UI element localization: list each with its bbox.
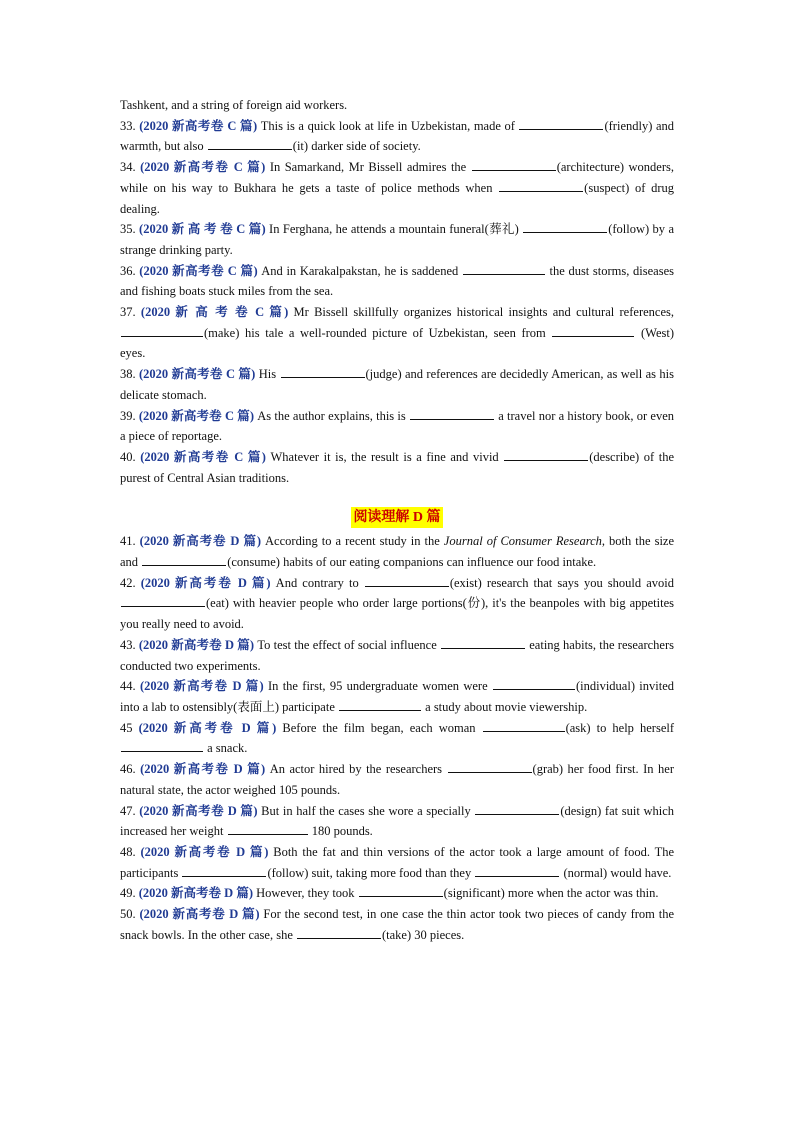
answer-blank[interactable] <box>472 157 556 171</box>
journal-title: Journal of Consumer Research <box>443 534 602 549</box>
answer-blank[interactable] <box>523 219 607 233</box>
answer-blank[interactable] <box>121 593 205 607</box>
question-40: 40. (2020 新高考卷 C 篇) Whatever it is, the result is a fine and vivid (describe) of the purest of Central Asian traditions. <box>120 447 674 488</box>
answer-blank[interactable] <box>208 136 292 150</box>
question-47: 47. (2020 新高考卷 D 篇) But in half the cases she wore a specially (design) fat suit which increased her weight 180 pounds. <box>120 801 674 842</box>
section-d-heading: 阅读理解 D 篇 <box>351 507 442 528</box>
question-44: 44. (2020 新高考卷 D 篇) In the first, 95 undergraduate women were (individual) invited into a lab to ostensibly(表面上) participate a study about movie viewership. <box>120 676 674 717</box>
intro-line: Tashkent, and a string of foreign aid workers. <box>120 98 348 112</box>
question-34: 34. (2020 新高考卷 C 篇) In Samarkand, Mr Bissell admires the (architecture) wonders, while on his way to Bukhara he gets a taste of police methods when (suspect) of drug dealing. <box>120 157 674 219</box>
answer-blank[interactable] <box>121 738 203 752</box>
answer-blank[interactable] <box>339 697 421 711</box>
answer-blank[interactable] <box>499 178 583 192</box>
question-49: 49. (2020 新高考卷 D 篇) However, they took (significant) more when the actor was thin. <box>120 883 674 904</box>
section-heading-wrap <box>120 507 674 530</box>
answer-blank[interactable] <box>365 573 449 587</box>
answer-blank[interactable] <box>552 323 634 337</box>
answer-blank[interactable] <box>281 364 365 378</box>
question-50: 50. (2020 新高考卷 D 篇) For the second test, in one case the thin actor took two pieces of candy from the snack bowls. In the other case, she (take) 30 pieces. <box>120 907 674 942</box>
question-41: 41. (2020 新高考卷 D 篇) According to a recent study in the Journal of Consumer Research, both the size and (consume) habits of our eating companions can influence our food intake. <box>120 534 675 570</box>
question-37: 37. (2020 新 高 考 卷 C 篇) Mr Bissell skillfully organizes historical insights and cultural references, (make) his tale a well-rounded picture of Uzbekistan, seen from (West) eyes. <box>120 305 674 361</box>
question-35: 35. (2020 新 高 考 卷 C 篇) In Ferghana, he attends a mountain funeral(葬礼) (follow) by a strange drinking party. <box>120 219 674 260</box>
question-38: 38. (2020 新高考卷 C 篇) His (judge) and references are decidedly American, as well as his delicate stomach. <box>120 364 674 405</box>
answer-blank[interactable] <box>297 925 381 939</box>
answer-blank[interactable] <box>410 406 494 420</box>
answer-blank[interactable] <box>448 759 532 773</box>
answer-blank[interactable] <box>121 323 203 337</box>
answer-blank[interactable] <box>142 552 226 566</box>
document-page <box>120 95 674 945</box>
answer-blank[interactable] <box>519 116 603 130</box>
question-36: 36. (2020 新高考卷 C 篇) And in Karakalpakstan, he is saddened the dust storms, diseases and fishing boats stuck miles from the sea. <box>120 261 674 302</box>
answer-blank[interactable] <box>441 635 525 649</box>
question-45: 45 (2020 新高考卷 D 篇) Before the film began, each woman (ask) to help herself a snack. <box>120 718 674 759</box>
question-46: 46. (2020 新高考卷 D 篇) An actor hired by the researchers (grab) her food first. In her natural state, the actor weighed 105 pounds. <box>120 759 674 800</box>
question-48: 48. (2020 新高考卷 D 篇) Both the fat and thin versions of the actor took a large amount of food. The participants (follow) suit, taking more food than they (normal) would have. <box>120 844 675 880</box>
answer-blank[interactable] <box>228 821 308 835</box>
answer-blank[interactable] <box>359 883 443 897</box>
answer-blank[interactable] <box>475 801 559 815</box>
answer-blank[interactable] <box>463 261 545 275</box>
question-42: 42. (2020 新高考卷 D 篇) And contrary to (exist) research that says you should avoid (eat) with heavier people who order large portions(份), it's the beanpoles with big appetites you really need to avoid. <box>120 573 674 635</box>
question-39: 39. (2020 新高考卷 C 篇) As the author explains, this is a travel nor a history book, or even a piece of reportage. <box>120 406 674 447</box>
answer-blank[interactable] <box>493 676 575 690</box>
answer-blank[interactable] <box>483 718 565 732</box>
answer-blank[interactable] <box>182 863 266 877</box>
question-43: 43. (2020 新高考卷 D 篇) To test the effect of social influence eating habits, the researchers conducted two experiments. <box>120 635 674 676</box>
answer-blank[interactable] <box>475 863 559 877</box>
answer-blank[interactable] <box>504 447 588 461</box>
question-33: 33. (2020 新高考卷 C 篇) This is a quick look at life in Uzbekistan, made of (friendly) and warmth, but also (it) darker side of society. <box>120 116 674 157</box>
